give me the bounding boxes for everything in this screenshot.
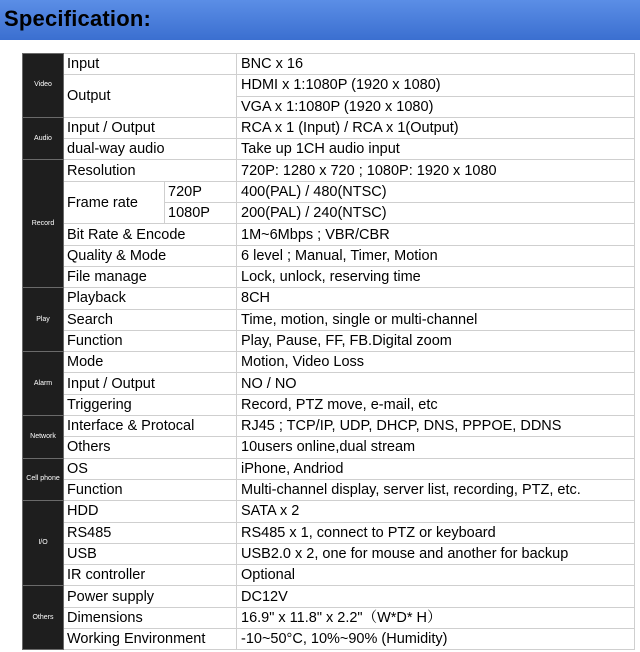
spec-label: Input / Output <box>64 373 237 394</box>
category-io: I/O <box>23 501 64 586</box>
spec-value: 200(PAL) / 240(NTSC) <box>237 203 635 224</box>
spec-value: RCA x 1 (Input) / RCA x 1(Output) <box>237 117 635 138</box>
spec-label: Function <box>64 330 237 351</box>
spec-label: Dimensions <box>64 607 237 628</box>
spec-value: VGA x 1:1080P (1920 x 1080) <box>237 96 635 117</box>
table-row <box>23 501 635 522</box>
spec-label: Interface & Protocal <box>64 416 237 437</box>
spec-label: Function <box>64 479 237 500</box>
table-row <box>23 117 635 138</box>
table-row <box>23 629 635 650</box>
spec-value: iPhone, Andriod <box>237 458 635 479</box>
table-row <box>23 224 635 245</box>
spec-value: 400(PAL) / 480(NTSC) <box>237 181 635 202</box>
spec-value: 6 level ; Manual, Timer, Motion <box>237 245 635 266</box>
spec-value: 8CH <box>237 288 635 309</box>
spec-value: Time, motion, single or multi-channel <box>237 309 635 330</box>
spec-table <box>22 53 635 650</box>
spec-label: Quality & Mode <box>64 245 237 266</box>
table-row <box>23 416 635 437</box>
spec-sublabel: 1080P <box>165 203 237 224</box>
spec-label: Frame rate <box>64 181 165 224</box>
spec-value: Take up 1CH audio input <box>237 139 635 160</box>
spec-sublabel: 720P <box>165 181 237 202</box>
spec-label: Bit Rate & Encode <box>64 224 237 245</box>
table-row <box>23 139 635 160</box>
spec-value: NO / NO <box>237 373 635 394</box>
spec-value: Play, Pause, FF, FB.Digital zoom <box>237 330 635 351</box>
spec-label: RS485 <box>64 522 237 543</box>
table-row <box>23 458 635 479</box>
table-row <box>23 245 635 266</box>
table-row <box>23 437 635 458</box>
table-row <box>23 54 635 75</box>
category-network: Network <box>23 416 64 459</box>
spec-value: Lock, unlock, reserving time <box>237 266 635 287</box>
spec-label: IR controller <box>64 565 237 586</box>
spec-label: dual-way audio <box>64 139 237 160</box>
table-row <box>23 75 635 96</box>
table-row <box>23 565 635 586</box>
spec-value: BNC x 16 <box>237 54 635 75</box>
spec-label: OS <box>64 458 237 479</box>
spec-value: SATA x 2 <box>237 501 635 522</box>
spec-label: Others <box>64 437 237 458</box>
category-audio: Audio <box>23 117 64 160</box>
spec-label: Mode <box>64 352 237 373</box>
header-bar <box>0 0 640 40</box>
spec-value: RS485 x 1, connect to PTZ or keyboard <box>237 522 635 543</box>
spec-label: Search <box>64 309 237 330</box>
table-row <box>23 181 635 202</box>
category-alarm: Alarm <box>23 352 64 416</box>
table-row <box>23 607 635 628</box>
category-record: Record <box>23 160 64 288</box>
spec-value: DC12V <box>237 586 635 607</box>
spec-label: Power supply <box>64 586 237 607</box>
table-row <box>23 160 635 181</box>
table-row <box>23 543 635 564</box>
spec-label: Playback <box>64 288 237 309</box>
spec-label: Input / Output <box>64 117 237 138</box>
category-video: Video <box>23 54 64 118</box>
table-row <box>23 352 635 373</box>
spec-value: 10users online,dual stream <box>237 437 635 458</box>
spec-label: USB <box>64 543 237 564</box>
table-row <box>23 330 635 351</box>
spec-label: Input <box>64 54 237 75</box>
spec-label: HDD <box>64 501 237 522</box>
table-row <box>23 309 635 330</box>
spec-label: Output <box>64 75 237 118</box>
spec-label: Resolution <box>64 160 237 181</box>
table-row <box>23 288 635 309</box>
spec-value: Multi-channel display, server list, recording, PTZ, etc. <box>237 479 635 500</box>
table-row <box>23 479 635 500</box>
category-cellphone: Cell phone <box>23 458 64 501</box>
category-others: Others <box>23 586 64 650</box>
table-row <box>23 522 635 543</box>
page-title: Specification: <box>4 6 152 31</box>
spec-label: Triggering <box>64 394 237 415</box>
table-row <box>23 586 635 607</box>
spec-value: 1M~6Mbps ; VBR/CBR <box>237 224 635 245</box>
spec-label: Working Environment <box>64 629 237 650</box>
table-row <box>23 394 635 415</box>
spec-value: 720P: 1280 x 720 ; 1080P: 1920 x 1080 <box>237 160 635 181</box>
spec-value: Motion, Video Loss <box>237 352 635 373</box>
spec-value: USB2.0 x 2, one for mouse and another for backup <box>237 543 635 564</box>
spec-value: HDMI x 1:1080P (1920 x 1080) <box>237 75 635 96</box>
spec-value: Optional <box>237 565 635 586</box>
spec-value: -10~50°C, 10%~90% (Humidity) <box>237 629 635 650</box>
spec-value: Record, PTZ move, e-mail, etc <box>237 394 635 415</box>
category-play: Play <box>23 288 64 352</box>
spec-value: RJ45 ; TCP/IP, UDP, DHCP, DNS, PPPOE, DDNS <box>237 416 635 437</box>
table-row <box>23 266 635 287</box>
spec-label: File manage <box>64 266 237 287</box>
table-row <box>23 373 635 394</box>
spec-value: 16.9" x 11.8" x 2.2"（W*D* H） <box>237 607 635 628</box>
